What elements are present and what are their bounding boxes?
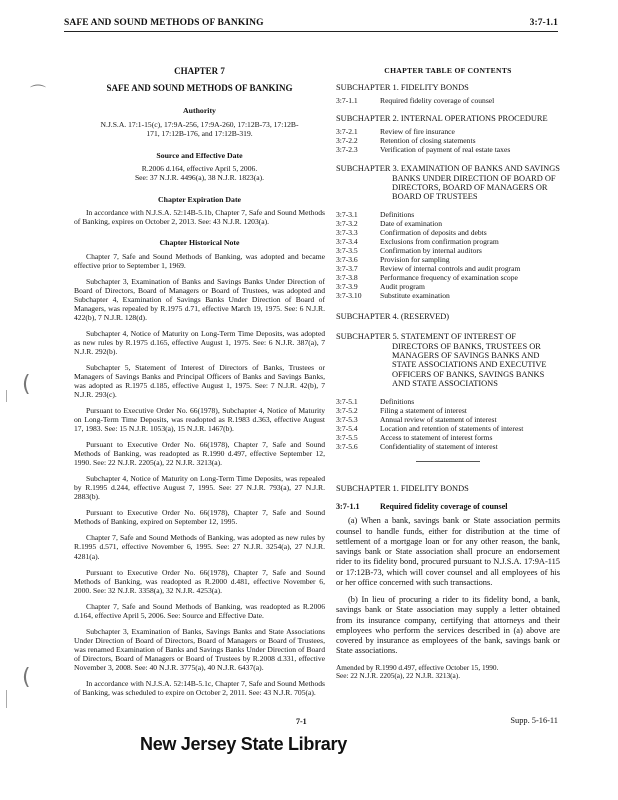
toc-entry[interactable] (336, 424, 560, 433)
section-heading (336, 502, 560, 512)
toc-entry-title: Confirmation by internal auditors (380, 245, 482, 255)
amendment-note-1: Amended by R.1990 d.497, effective October 15, 1990. (336, 662, 499, 672)
history-notes (74, 252, 325, 697)
margin-tick (6, 690, 7, 708)
margin-hole-mark: ( (22, 665, 31, 690)
toc-entry-number: 3:7-3.2 (336, 218, 358, 228)
toc-entry-number: 3:7-5.2 (336, 405, 358, 415)
toc-entry[interactable] (336, 397, 560, 406)
toc-heading: CHAPTER TABLE OF CONTENTS (384, 66, 512, 75)
toc-entry-title: Filing a statement of interest (380, 405, 467, 415)
toc-entry[interactable] (336, 136, 560, 145)
toc-subchapter-3-entries (336, 210, 560, 300)
source-heading: Source and Effective Date (156, 150, 243, 160)
paragraph-b: (b) In lieu of procuring a rider to its fidelity bond, a bank, savings bank or State association may supply a letter obtained from its insurance company, certifying that attorneys and their employees who perform the services described in (a) above are covered by insurance as employees of the bank, savings bank or State associations. (336, 595, 560, 656)
header-title: SAFE AND SOUND METHODS OF BANKING (64, 18, 264, 28)
toc-entry[interactable] (336, 145, 560, 154)
history-note: Subchapter 3, Examination of Banks, Savings Banks and State Associations Under Direction of Board of Directors, Board of Managers or Board of Trustees, was renamed Examination of Banks and Savings Banks Under Direction of Board of Directors, Board of Managers or Board of Trustees by R.2008 d.331, effective November 3, 2008. See: 40 N.J.R. 3775(a), 40 N.J.R. 6437(a). (74, 626, 325, 672)
toc-entry-title: Access to statement of interest forms (380, 432, 493, 442)
toc-entry-number: 3:7-5.4 (336, 423, 358, 433)
toc-subchapter-3: SUBCHAPTER 3. EXAMINATION OF BANKS AND SAVINGS BANKS UNDER DIRECTION OF BOARD OF DIRECTORS, BOARD OF MANAGERS OR BOARD OF TRUSTEES (336, 164, 560, 202)
section-title: Required fidelity coverage of counsel (380, 501, 508, 511)
toc-entry[interactable] (336, 237, 560, 246)
toc-entry-number: 3:7-3.7 (336, 263, 358, 273)
toc-entry-number: 3:7-2.1 (336, 127, 358, 137)
toc-entry[interactable] (336, 406, 560, 415)
body-subchapter-heading: SUBCHAPTER 1. FIDELITY BONDS (336, 483, 469, 493)
header-code: 3:7-1.1 (529, 18, 558, 28)
history-note: Pursuant to Executive Order No. 66(1978), Chapter 7, Safe and Sound Methods of Banking, expired on September 12, 1995. (74, 508, 325, 527)
toc-divider (416, 461, 480, 462)
toc-entry[interactable] (336, 273, 560, 282)
toc-entry-number: 3:7-5.3 (336, 414, 358, 424)
source-line-1: R.2006 d.164, effective April 5, 2006. (141, 164, 258, 173)
history-note: Subchapter 5, Statement of Interest of Directors of Banks, Trustees or Managers of Savings Banks and Principal Officers of Banks and Savings Banks, was adopted as R.1975 d.185, effective August 1, 1975. See: 7 N.J.R. 42(b), 7 N.J.R. 293(c). (74, 362, 325, 400)
toc-entry-number: 3:7-3.9 (336, 282, 358, 292)
toc-entry-title: Audit program (380, 282, 425, 292)
toc-entry-title: Annual review of statement of interest (380, 414, 497, 424)
history-note: In accordance with N.J.S.A. 52:14B-5.1c, Chapter 7, Safe and Sound Methods of Banking, was scheduled to expire on October 2, 2011. See: 43 N.J.R. 705(a). (74, 678, 325, 697)
toc-entry-title: Performance frequency of examination scope (380, 273, 518, 282)
amendment-note-2: See: 22 N.J.R. 2205(a), 22 N.J.R. 3213(a). (336, 671, 461, 681)
toc-entry[interactable] (336, 96, 560, 105)
toc-entry[interactable] (336, 433, 560, 442)
library-watermark: New Jersey State Library (140, 734, 347, 754)
toc-entry-number: 3:7-3.1 (336, 209, 358, 219)
toc-entry-number: 3:7-3.4 (336, 236, 358, 246)
toc-subchapter-5: SUBCHAPTER 5. STATEMENT OF INTEREST OF DIRECTORS OF BANKS, TRUSTEES OR MANAGERS OF SAVINGS BANKS AND STATE ASSOCIATIONS AND EXECUTIVE OFFICERS OF BANKS, SAVINGS BANKS AND STATE ASSOCIATIONS (336, 332, 547, 389)
toc-entry[interactable] (336, 442, 560, 451)
toc-entry-number: 3:7-3.10 (336, 291, 362, 301)
toc-entry[interactable] (336, 291, 560, 300)
margin-hole-mark: ( (22, 372, 31, 397)
toc-subchapter-4: SUBCHAPTER 4. (RESERVED) (336, 312, 450, 322)
toc-entry-number: 3:7-2.2 (336, 136, 358, 146)
toc-entry[interactable] (336, 246, 560, 255)
toc-entry-number: 3:7-3.8 (336, 273, 358, 282)
chapter-number: CHAPTER 7 (174, 66, 225, 76)
left-column (74, 66, 325, 704)
authority-text: N.J.S.A. 17:1-15(c), 17:9A-256, 17:9A-260, 17:12B-73, 17:12B-171, 17:12B-176, and 17:12B-319. (100, 119, 299, 138)
expiration-text: In accordance with N.J.S.A. 52:14B-5.1b, Chapter 7, Safe and Sound Methods of Banking, expires on October 2, 2013. See: 43 N.J.R. 1203(a). (74, 208, 325, 227)
paragraph-a: (a) When a bank, savings bank or State association permits counsel to handle funds, either for distribution at the time of settlement of a mortgage loan or for any other reason, the bank, savings bank or State association shall procure an endorsement rider to its fidelity bond, procured pursuant to N.J.S.A. 17:9A-115 or 17:12B-73, which will cover counsel and all employees of his or her office concerned with such transactions. (336, 516, 560, 587)
margin-tick (6, 390, 7, 402)
toc-entry-number: 3:7-5.1 (336, 396, 358, 406)
history-note: Pursuant to Executive Order No. 66(1978), Chapter 7, Safe and Sound Methods of Banking, was readopted as R.2000 d.481, effective November 6, 2000. See: 32 N.J.R. 3358(a), 32 N.J.R. 4253(a). (74, 567, 325, 595)
toc-entry-title: Definitions (380, 396, 415, 406)
history-note: Pursuant to Executive Order No. 66(1978), Subchapter 4, Notice of Maturity on Long-Term Time Deposits, was readopted as R.1983 d.363, effective August 17, 1983. See: 15 N.J.R. 1053(a), 15 N.J.R. 1467(b). (74, 406, 325, 434)
source-line-2: See: 37 N.J.R. 4496(a), 38 N.J.R. 1823(a). (134, 173, 265, 183)
toc-entry[interactable] (336, 282, 560, 291)
toc-entry[interactable] (336, 210, 560, 219)
toc-entry-title: Review of fire insurance (380, 127, 455, 137)
toc-entry-number: 3:7-3.5 (336, 245, 358, 255)
chapter-title: SAFE AND SOUND METHODS OF BANKING (106, 82, 293, 93)
toc-entry-number: 3:7-3.3 (336, 227, 358, 237)
toc-entry[interactable] (336, 264, 560, 273)
history-note: Subchapter 3, Examination of Banks and Savings Banks Under Direction of Board of Directors, Board of Managers or Board of Trustees, was adopted and Subchapter 4, Examination of Savings Banks Under Direction of Board of Managers, was repealed by R.1975 d.71, effective March 19, 1975. See: 6 N.J.R. 422(b), 7 N.J.R. 128(d). (74, 276, 325, 322)
history-note: Subchapter 4, Notice of Maturity on Long-Term Time Deposits, was repealed by R.1995 d.244, effective August 7, 1995. See: 27 N.J.R. 793(a), 27 N.J.R. 2883(b). (74, 474, 325, 502)
toc-entry-title: Review of internal controls and audit program (380, 263, 521, 273)
toc-entry[interactable] (336, 415, 560, 424)
history-heading: Chapter Historical Note (159, 238, 240, 248)
history-note: Subchapter 4, Notice of Maturity on Long-Term Time Deposits, was adopted as new rules by R.1975 d.165, effective August 1, 1975. See: 6 N.J.R. 387(a), 7 N.J.R. 292(b). (74, 328, 325, 356)
toc-subchapter-5-entries (336, 397, 560, 451)
right-column (336, 66, 560, 681)
running-header (64, 10, 558, 28)
authority-heading: Authority (183, 106, 216, 116)
toc-entry-title: Verification of payment of real estate taxes (380, 145, 511, 155)
toc-entry-title: Confirmation of deposits and debts (380, 227, 487, 237)
history-note: Chapter 7, Safe and Sound Methods of Banking, was adopted and became effective prior to September 1, 1969. (74, 251, 325, 270)
toc-entry[interactable] (336, 127, 560, 136)
history-note: Pursuant to Executive Order No. 66(1978), Chapter 7, Safe and Sound Methods of Banking, was readopted as R.1990 d.497, effective September 12, 1990. See: 22 N.J.R. 2205(a), 22 N.J.R. 3213(a). (74, 440, 325, 468)
toc-entry-title: Location and retention of statements of interest (380, 423, 524, 433)
toc-entry-title: Required fidelity coverage of counsel (380, 96, 495, 106)
history-note: Chapter 7, Safe and Sound Methods of Banking, was readopted as R.2006 d.164, effective April 5, 2006. See: Source and Effective Date. (74, 601, 325, 620)
toc-entry[interactable] (336, 228, 560, 237)
supplement-date: Supp. 5-16-11 (510, 716, 558, 725)
toc-entry-title: Exclusions from confirmation program (380, 236, 499, 246)
toc-entry-title: Provision for sampling (380, 254, 450, 264)
toc-entry-title: Confidentiality of statement of interest (380, 441, 498, 451)
margin-hole-mark: ⌒ (30, 83, 47, 102)
toc-entry-number: 3:7-5.5 (336, 432, 358, 442)
toc-entry-title: Substitute examination (380, 291, 450, 301)
toc-subchapter-1: SUBCHAPTER 1. FIDELITY BONDS (336, 83, 469, 93)
toc-entry-title: Definitions (380, 209, 415, 219)
toc-entry[interactable] (336, 255, 560, 264)
expiration-heading: Chapter Expiration Date (157, 195, 242, 205)
section-number: 3:7-1.1 (336, 501, 360, 511)
history-note: Chapter 7, Safe and Sound Methods of Banking, was adopted as new rules by R.1995 d.571, effective November 6, 1995. See: 27 N.J.R. 3254(a), 27 N.J.R. 4281(a). (74, 533, 325, 561)
toc-entry-number: 3:7-5.6 (336, 441, 358, 451)
toc-entry-number: 3:7-1.1 (336, 96, 358, 106)
header-rule (64, 31, 558, 32)
page-number: 7-1 (296, 717, 307, 726)
toc-entry-number: 3:7-3.6 (336, 254, 358, 264)
toc-entry-title: Retention of closing statements (380, 136, 476, 146)
toc-entry[interactable] (336, 219, 560, 228)
toc-entry-number: 3:7-2.3 (336, 145, 358, 155)
toc-subchapter-2: SUBCHAPTER 2. INTERNAL OPERATIONS PROCEDURE (336, 114, 548, 124)
toc-entry-title: Date of examination (380, 218, 442, 228)
